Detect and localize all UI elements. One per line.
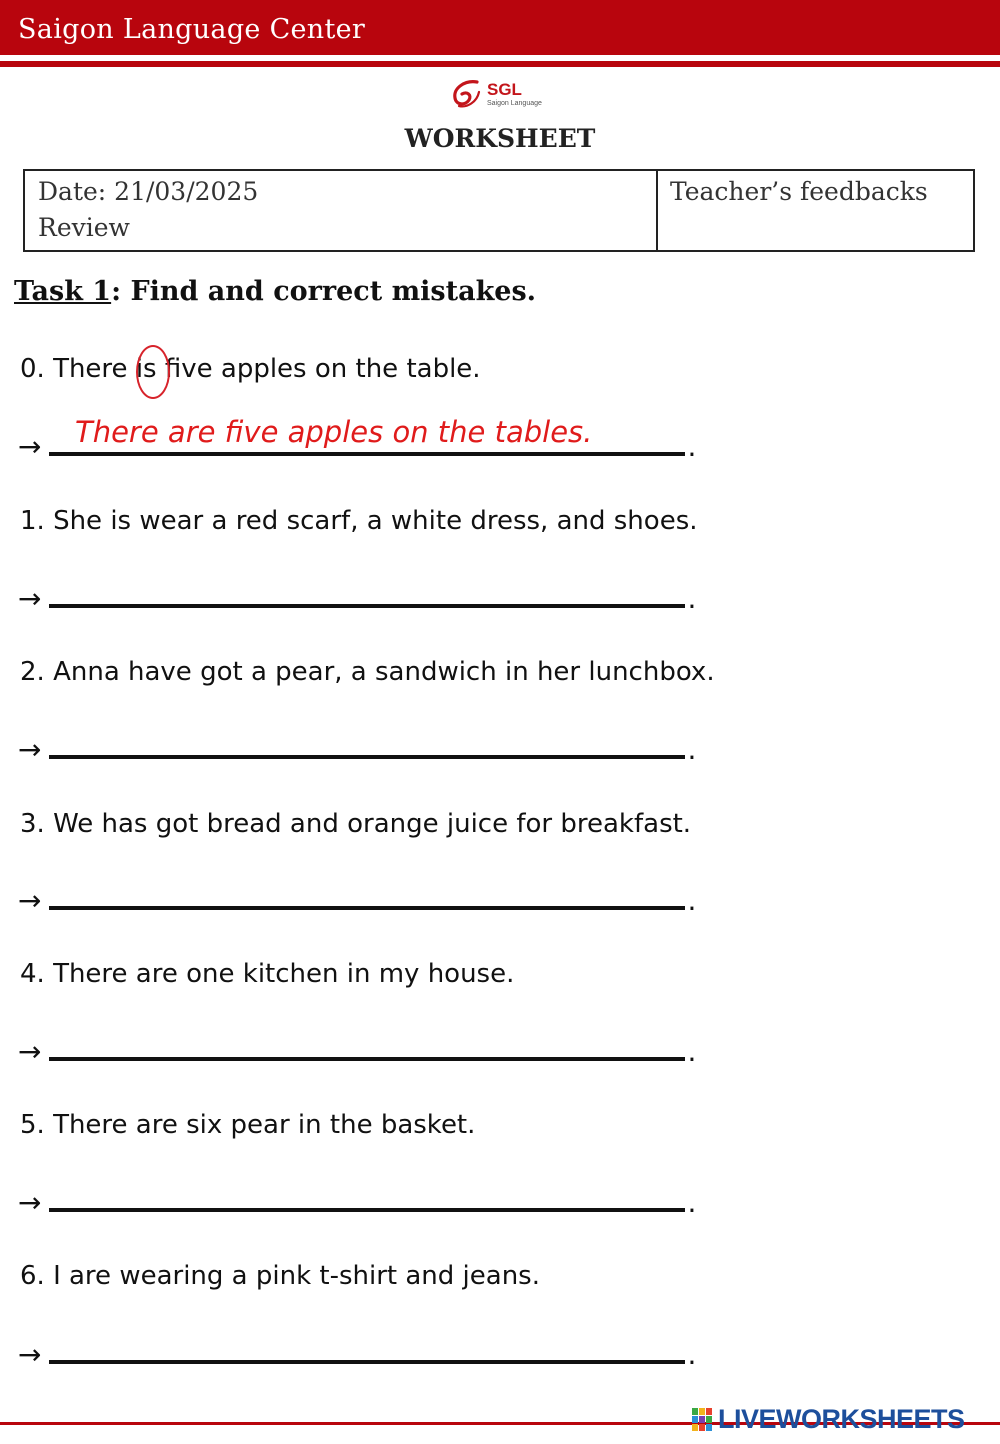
answer-blank[interactable] bbox=[49, 1360, 685, 1364]
question-2: 2. Anna have got a pear, a sandwich in her lunchbox. bbox=[20, 657, 715, 687]
answer-row-6 bbox=[18, 1338, 696, 1371]
end-period: . bbox=[687, 1338, 697, 1371]
example-circled-word: is bbox=[135, 354, 157, 384]
question-4: 4. There are one kitchen in my house. bbox=[20, 959, 515, 989]
error-circle-mark bbox=[136, 345, 170, 399]
logo-brand: SGL bbox=[487, 80, 522, 99]
question-3: 3. We has got bread and orange juice for breakfast. bbox=[20, 809, 692, 839]
answer-row-2 bbox=[18, 733, 696, 766]
example-answer: There are five apples on the tables. bbox=[75, 415, 593, 449]
end-period: . bbox=[687, 733, 697, 766]
arrow-icon: → bbox=[18, 1338, 42, 1371]
arrow-icon: → bbox=[18, 1035, 42, 1068]
answer-blank[interactable] bbox=[49, 604, 685, 608]
end-period: . bbox=[687, 1186, 697, 1219]
example-before: 0. There bbox=[20, 354, 128, 384]
example-sentence bbox=[20, 354, 481, 384]
task-label: Task 1 bbox=[14, 276, 112, 307]
question-1: 1. She is wear a red scarf, a white dress, and shoes. bbox=[20, 506, 698, 536]
sgl-swirl-icon bbox=[447, 78, 485, 110]
topic-label: Review bbox=[38, 213, 130, 242]
answer-blank[interactable] bbox=[49, 906, 685, 910]
logo-subtitle: Saigon Language bbox=[487, 100, 542, 107]
answer-blank bbox=[49, 452, 685, 456]
end-period: . bbox=[687, 430, 697, 463]
center-name: Saigon Language Center bbox=[18, 14, 366, 45]
feedback-label: Teacher’s feedbacks bbox=[670, 177, 928, 206]
arrow-icon: → bbox=[18, 1186, 42, 1219]
header-rule bbox=[0, 61, 1000, 67]
end-period: . bbox=[687, 582, 697, 615]
arrow-icon: → bbox=[18, 733, 42, 766]
arrow-icon: → bbox=[18, 582, 42, 615]
end-period: . bbox=[687, 1035, 697, 1068]
arrow-icon: → bbox=[18, 430, 42, 463]
arrow-icon: → bbox=[18, 884, 42, 917]
info-table bbox=[23, 169, 975, 252]
end-period: . bbox=[687, 884, 697, 917]
answer-blank[interactable] bbox=[49, 1208, 685, 1212]
answer-blank[interactable] bbox=[49, 755, 685, 759]
watermark-text: LIVEWORKSHEETS bbox=[718, 1404, 965, 1434]
task-heading bbox=[14, 276, 536, 307]
answer-row-3 bbox=[18, 884, 696, 917]
answer-row-5 bbox=[18, 1186, 696, 1219]
header-bar bbox=[0, 0, 1000, 55]
table-divider bbox=[656, 171, 658, 250]
task-instruction: : Find and correct mistakes. bbox=[111, 276, 537, 307]
example-answer-line bbox=[18, 430, 696, 463]
answer-row-4 bbox=[18, 1035, 696, 1068]
answer-blank[interactable] bbox=[49, 1057, 685, 1061]
question-5: 5. There are six pear in the basket. bbox=[20, 1110, 476, 1140]
liveworksheets-logo-icon bbox=[692, 1408, 714, 1432]
sgl-logo bbox=[447, 78, 547, 112]
worksheet-title: WORKSHEET bbox=[404, 124, 596, 153]
question-6: 6. I are wearing a pink t-shirt and jeans. bbox=[20, 1261, 540, 1291]
example-after: five apples on the table. bbox=[164, 354, 481, 384]
answer-row-1 bbox=[18, 582, 696, 615]
date-label: Date: 21/03/2025 bbox=[38, 177, 259, 206]
